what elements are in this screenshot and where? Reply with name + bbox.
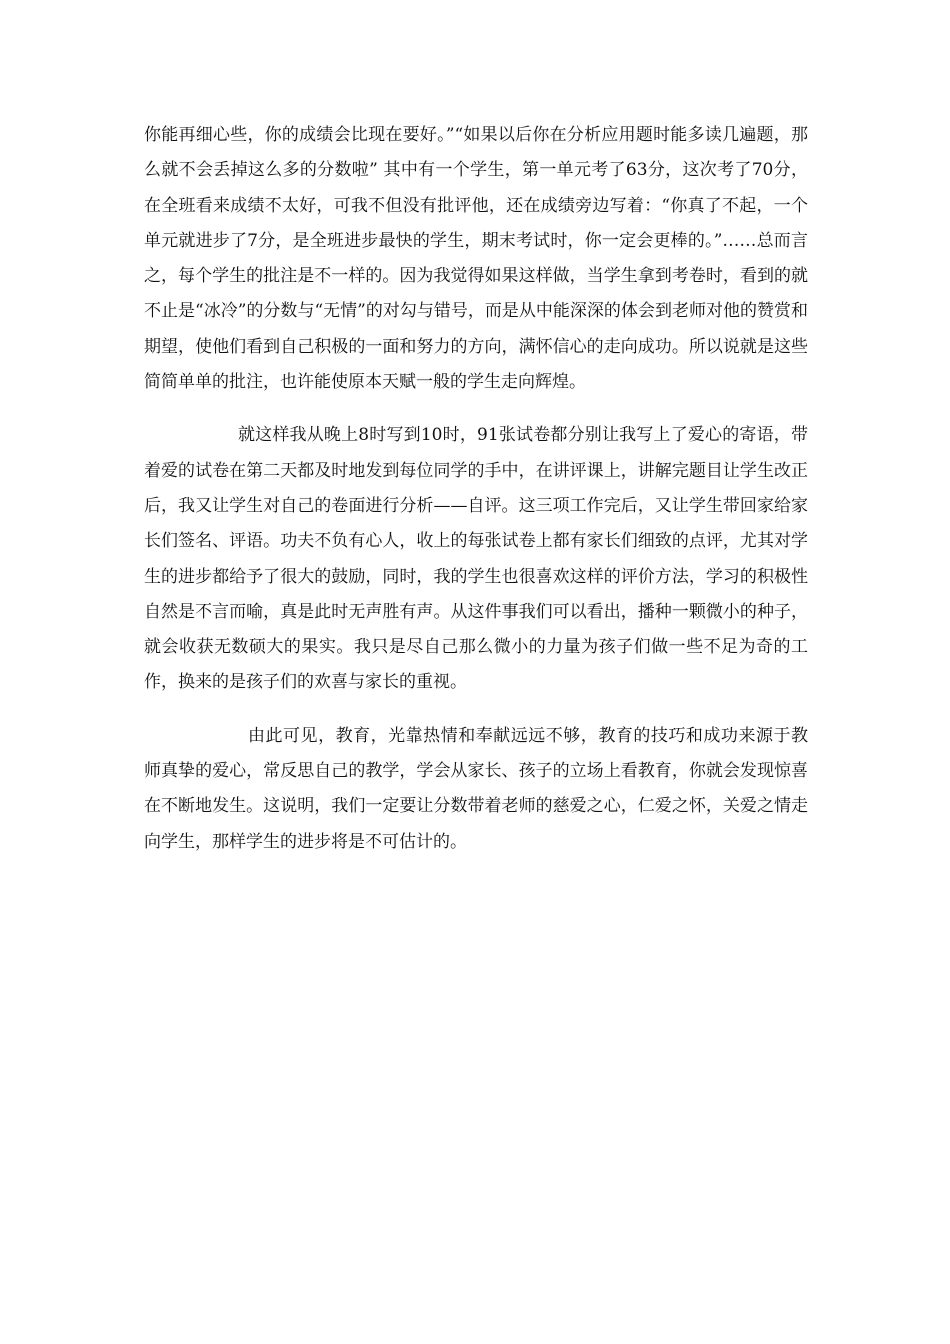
paragraph-1: 你能再细心些，你的成绩会比现在要好。”“如果以后你在分析应用题时能多读几遍题，那么就不会丢掉这么多的分数啦” 其中有一个学生，第一单元考了63分，这次考了70分，在全班看来成绩不太好，可我不但没有批评他，还在成绩旁边写着：“你真了不起，一个单元就进步了7分，是全班进步最快的学生，期末考试时，你一定会更棒的。”……总而言之，每个学生的批注是不一样的。因为我觉得如果这样做，当学生拿到考卷时，看到的就不止是“冰冷”的分数与“无情”的对勾与错号，而是从中能深深的体会到老师对他的赞赏和期望，使他们看到自己积极的一面和努力的方向，满怀信心的走向成功。所以说就是这些简简单单的批注，也许能使原本天赋一般的学生走向辉煌。 xyxy=(144,125,808,393)
paragraph-3: 由此可见，教育，光靠热情和奉献远远不够，教育的技巧和成功来源于教师真挚的爱心，常反思自己的教学，学会从家长、孩子的立场上看教育，你就会发现惊喜在不断地发生。这说明，我们一定要让分数带着老师的慈爱之心，仁爱之怀，关爱之情走向学生，那样学生的进步将是不可估计的。 xyxy=(144,725,808,852)
document-body xyxy=(144,118,808,860)
paragraph-2: 就这样我从晚上8时写到10时，91张试卷都分别让我写上了爱心的寄语，带着爱的试卷在第二天都及时地发到每位同学的手中，在讲评课上，讲解完题目让学生改正后，我又让学生对自己的卷面进行分析——自评。这三项工作完后，又让学生带回家给家长们签名、评语。功夫不负有心人，收上的每张试卷上都有家长们细致的点评，尤其对学生的进步都给予了很大的鼓励，同时，我的学生也很喜欢这样的评价方法，学习的积极性自然是不言而喻，真是此时无声胜有声。从这件事我们可以看出，播种一颗微小的种子，就会收获无数硕大的果实。我只是尽自己那么微小的力量为孩子们做一些不足为奇的工作，换来的是孩子们的欢喜与家长的重视。 xyxy=(144,425,808,693)
